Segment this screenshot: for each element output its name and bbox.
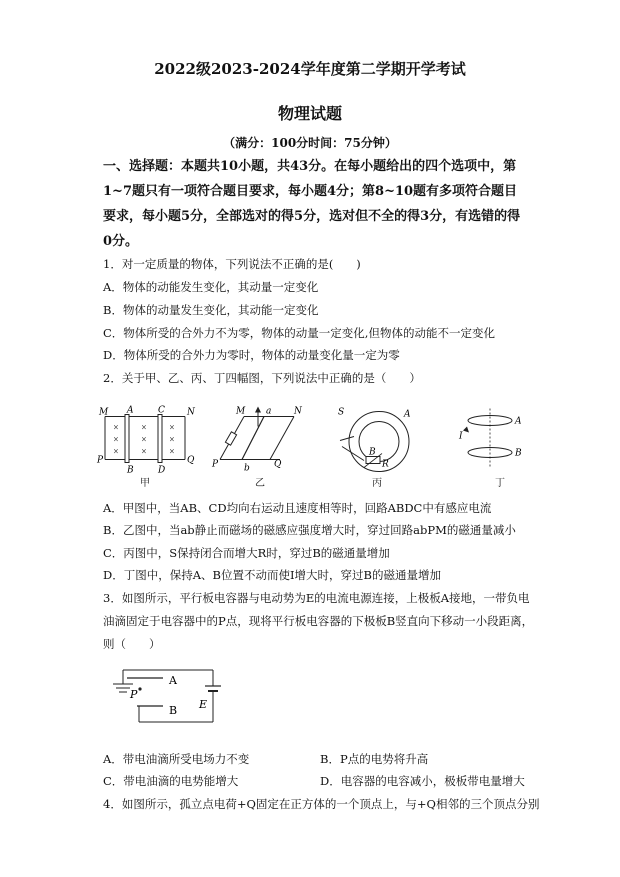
label-plate-a: A xyxy=(169,674,177,687)
label-c: C xyxy=(158,405,165,416)
label-b: b xyxy=(244,463,250,474)
caption-yi: 乙 xyxy=(255,478,265,489)
q2-stem: 2．关于甲、乙、丙、丁四幅图，下列说法中正确的是（ ） xyxy=(103,371,421,385)
label-b: B xyxy=(369,447,376,458)
q3-option-c: C．带电油滴的电势能增大 xyxy=(103,774,239,788)
label-e: E xyxy=(199,698,208,711)
svg-text:×: × xyxy=(113,447,119,456)
label-q: Q xyxy=(187,455,195,466)
label-m: M xyxy=(99,407,109,418)
exam-title: 2022级2023-2024学年度第二学期开学考试 xyxy=(154,60,466,78)
exam-meta: （满分：100分时间：75分钟） xyxy=(223,136,397,150)
svg-text:×: × xyxy=(141,423,147,432)
label-a: a xyxy=(266,406,272,417)
section-heading: 一、选择题：本题共10小题，共43分。在每小题给出的四个选项中，第1~7题只有一项符合题目要求，每小题4分；第8~10题有多项符合题目要求，每小题5分，全部选对的得5分，选对但不全的得3分，有选错的得0分。 xyxy=(103,159,521,249)
q2-option-c: C．丙图中，S保持闭合而增大R时，穿过B的磁通量增加 xyxy=(103,546,390,560)
label-n: N xyxy=(187,407,195,418)
q1-option-a: A．物体的动能发生变化，其动量一定变化 xyxy=(103,280,319,294)
label-s: S xyxy=(338,407,345,418)
label-plate-b: B xyxy=(169,704,178,717)
caption-bing: 丙 xyxy=(372,478,382,489)
label-n: N xyxy=(294,406,302,417)
q1-option-d: D．物体所受的合外力为零时，物体的动量变化量一定为零 xyxy=(103,348,400,362)
q2-option-b: B．乙图中，当ab静止而磁场的磁感应强度增大时，穿过回路abPM的磁通量减小 xyxy=(103,523,516,537)
q2-option-a: A．甲图中，当AB、CD均向右运动且速度相等时，回路ABDC中有感应电流 xyxy=(103,501,492,515)
label-p: P xyxy=(97,455,104,466)
figure-capacitor xyxy=(103,660,223,735)
svg-text:×: × xyxy=(141,447,147,456)
caption-jia: 甲 xyxy=(140,478,150,489)
q3-line2: 油滴固定于电容器中的P点，现将平行板电容器的下极板B竖直向下移动一小段距离， xyxy=(103,614,534,628)
svg-text:×: × xyxy=(169,423,175,432)
label-d: D xyxy=(158,465,166,476)
q2-option-d: D．丁图中，保持A、B位置不动而使I增大时，穿过B的磁通量增加 xyxy=(103,568,441,582)
label-a: A xyxy=(404,409,411,420)
label-q: Q xyxy=(274,459,282,470)
svg-text:×: × xyxy=(113,435,119,444)
label-p: P xyxy=(130,688,138,701)
q4-stem: 4．如图所示，孤立点电荷+Q固定在正方体的一个顶点上，与+Q相邻的三个顶点分别 xyxy=(103,797,540,811)
caption-ding: 丁 xyxy=(495,478,505,489)
q1-stem: 1．对一定质量的物体，下列说法不正确的是( ) xyxy=(103,257,361,271)
label-r: R xyxy=(382,459,389,470)
label-a: A xyxy=(127,405,134,416)
q3-option-d: D．电容器的电容减小，极板带电量增大 xyxy=(320,774,525,788)
subject-title: 物理试题 xyxy=(277,104,342,123)
label-b: B xyxy=(515,448,522,459)
label-i: I xyxy=(459,431,463,442)
label-a: A xyxy=(515,416,522,427)
svg-text:×: × xyxy=(141,435,147,444)
q1-option-c: C．物体所受的合外力不为零，物体的动量一定变化,但物体的动能不一定变化 xyxy=(103,326,495,340)
q3-line3: 则（ ） xyxy=(103,637,161,651)
svg-text:×: × xyxy=(169,435,175,444)
label-m: M xyxy=(236,406,246,417)
svg-text:×: × xyxy=(113,423,119,432)
q3-option-a: A．带电油滴所受电场力不变 xyxy=(103,752,250,766)
q3-line1: 3．如图所示，平行板电容器与电动势为E的电流电源连接，上极板A接地，一带负电 xyxy=(103,591,530,605)
svg-text:×: × xyxy=(169,447,175,456)
label-b: B xyxy=(127,465,134,476)
q1-option-b: B．物体的动量发生变化，其动能一定变化 xyxy=(103,303,319,317)
label-p: P xyxy=(212,459,219,470)
q3-option-b: B．P点的电势将升高 xyxy=(320,752,429,766)
